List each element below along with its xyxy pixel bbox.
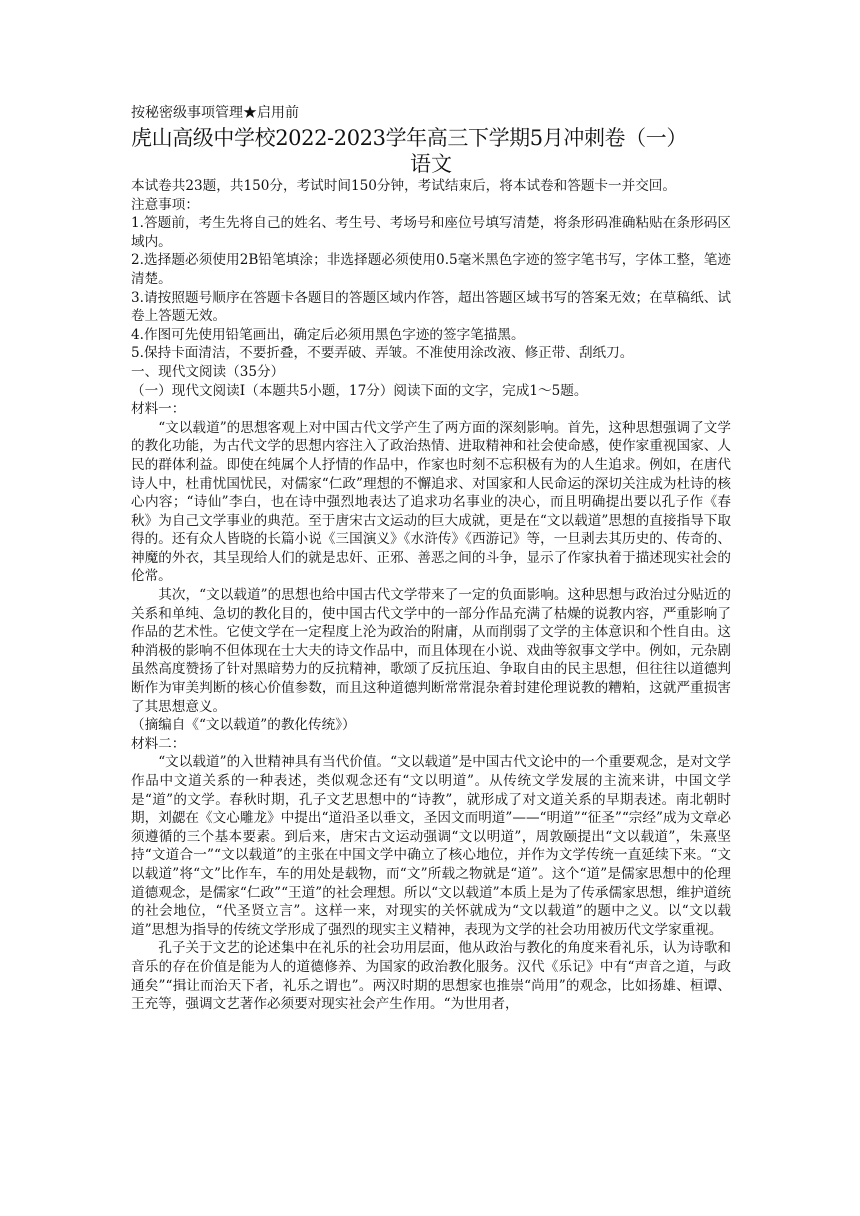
material-paragraph: 孔子关于文艺的论述集中在礼乐的社会功用层面，他从政治与教化的角度来看礼乐，认为诗歌和音乐的存在价值是能为人的道德修养、为国家的政治教化服务。汉代《乐记》中有“声音之道，与政通矣”“揖让而治天下者，礼乐之谓也”。两汉时期的思想家也推崇“尚用”的观念，比如扬雄、桓谭、王充等，强调文艺著作必须要对现实社会产生作用。“为世用者， [131, 940, 731, 1013]
notice-item: 1.答题前，考生先将自己的姓名、考生号、考场号和座位号填写清楚，将条形码准确粘贴在条形码区域内。 [131, 215, 731, 250]
exam-intro: 本试卷共23题，共150分，考试时间150分钟，考试结束后，将本试卷和答题卡一并交回。 [131, 178, 676, 194]
notice-heading: 注意事项： [131, 196, 199, 213]
section-heading: 一、现代文阅读（35分） [131, 363, 285, 380]
notice-item: 4.作图可先使用铅笔画出，确定后必须用黑色字迹的签字笔描黑。 [131, 326, 525, 343]
material-label: 材料二： [131, 735, 186, 752]
notice-item: 2.选择题必须使用2B铅笔填涂；非选择题必须使用0.5毫米黑色字迹的签字笔书写，字体工整，笔迹清楚。 [131, 252, 731, 287]
notice-item: 3.请按照题号顺序在答题卡各题目的答题区域内作答，超出答题区域书写的答案无效；在草稿纸、试卷上答题无效。 [131, 289, 731, 325]
exam-title: 虎山高级中学校2022-2023学年高三下学期5月冲刺卷（一） [131, 126, 687, 150]
material-paragraph: “文以载道”的入世精神具有当代价值。“文以载道”是中国古代文论中的一个重要观念，是对文学作品中文道关系的一种表述，类似观念还有“文以明道”。从传统文学发展的主流来讲，中国文学是“道”的文学。春秋时期，孔子文艺思想中的“诗教”，就形成了对文道关系的早期表述。南北朝时期，刘勰在《文心雕龙》中提出“道沿圣以垂文，圣因文而明道”——“明道”“征圣”“宗经”成为文章必须遵循的三个基本要素。到后来，唐宋古文运动强调“文以明道”，周敦颐提出“文以载道”，朱熹坚持“文道合一”“文以载道”的主张在中国文学中确立了核心地位，并作为文学传统一直延续下来。“文以载道”将“文”比作车，车的用处是载物，而“文”所载之物就是“道”。这个“道”是儒家思想中的伦理道德观念，是儒家“仁政”“王道”的社会理想。所以“文以载道”本质上是为了传承儒家思想，维护道统的社会地位，“代圣贤立言”。这样一来，对现实的关怀就成为“文以载道”的题中之义。以“文以载道”思想为指导的传统文学形成了强烈的现实主义精神，表现为文学的社会功用被历代文学家重视。 [131, 754, 731, 938]
subject-title: 语文 [410, 152, 452, 176]
exam-page [131, 104, 731, 1014]
subsection-heading: （一）现代文阅读Ⅰ（本题共5小题，17分）阅读下面的文字，完成1～5题。 [131, 382, 588, 399]
material-label: 材料一： [131, 401, 186, 418]
confidentiality-note: 按秘密级事项管理★启用前 [131, 105, 299, 121]
material-source: （摘编自《“文以载道”的教化传统》） [131, 717, 356, 734]
material-paragraph: “文以载道”的思想客观上对中国古代文学产生了两方面的深刻影响。首先，这种思想强调了文学的教化功能，为古代文学的思想内容注入了政治热情、进取精神和社会使命感，使作家重视国家、人民的群体利益。即使在纯属个人抒情的作品中，作家也时刻不忘积极有为的人生追求。例如，在唐代诗人中，杜甫忧国忧民，对儒家“仁政”理想的不懈追求、对国家和人民命运的深切关注成为杜诗的核心内容；“诗仙”李白，也在诗中强烈地表达了追求功名事业的决心，而且明确提出要以孔子作《春秋》为自己文学事业的典范。至于唐宋古文运动的巨大成就，更是在“文以载道”思想的直接指导下取得的。还有众人皆晓的长篇小说《三国演义》《水浒传》《西游记》等，一旦剥去其历史的、传奇的、神魔的外衣，其呈现给人们的就是忠奸、正邪、善恶之间的斗争，显示了作家执着于描述现实社会的伦常。 [131, 419, 731, 585]
material-paragraph: 其次，“文以载道”的思想也给中国古代文学带来了一定的负面影响。这种思想与政治过分贴近的关系和单纯、急切的教化目的，使中国古代文学中的一部分作品充满了枯燥的说教内容，严重影响了作品的艺术性。它使文学在一定程度上沦为政治的附庸，从而削弱了文学的主体意识和个性自由。这种消极的影响不但体现在士大夫的诗文作品中，而且体现在小说、戏曲等叙事文学中。例如，元杂剧虽然高度赞扬了针对黑暗势力的反抗精神，歌颂了反抗压迫、争取自由的民主思想，但往往以道德判断作为审美判断的核心价值参数，而且这种道德判断常常混杂着封建伦理说教的糟粕，这就严重损害了其思想意义。 [131, 587, 731, 715]
notice-item: 5.保持卡面清洁，不要折叠，不要弄破、弄皱。不准使用涂改液、修正带、刮纸刀。 [131, 345, 634, 362]
